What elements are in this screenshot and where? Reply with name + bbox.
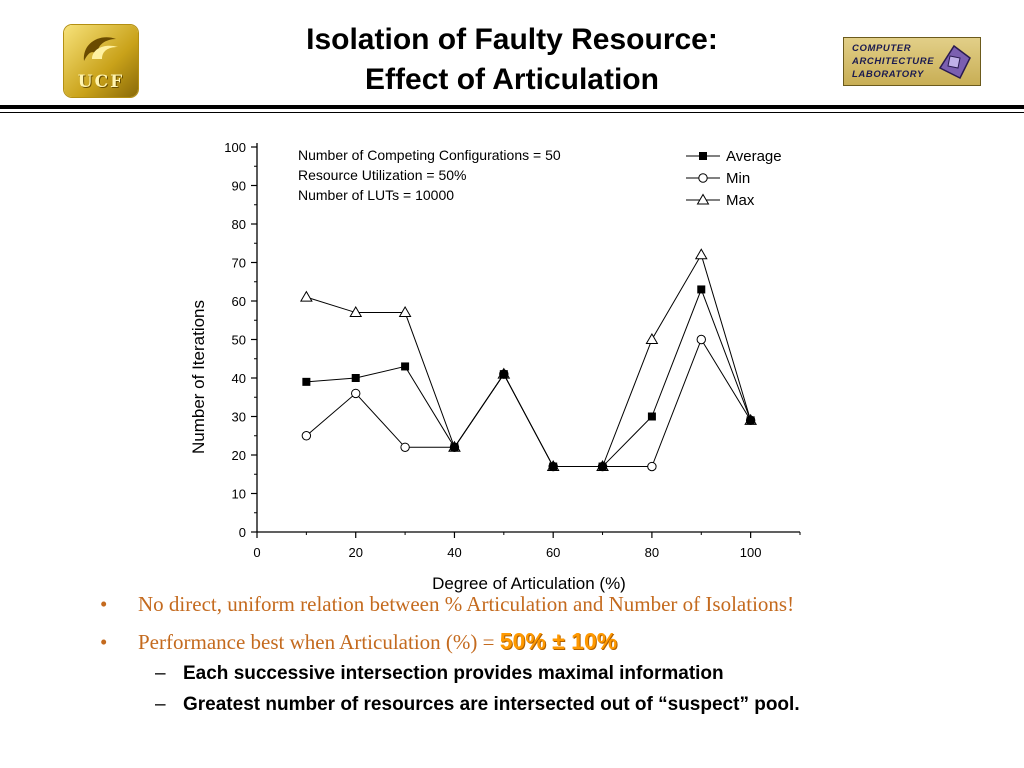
title-line-1: Isolation of Faulty Resource: [306, 23, 718, 56]
point-min [697, 335, 705, 343]
y-tick-label: 80 [231, 217, 246, 232]
chart-annotation-1: Number of Competing Configurations = 50 [298, 147, 561, 163]
point-average [648, 413, 656, 421]
lab-logo-text [852, 42, 934, 81]
point-average [302, 378, 310, 386]
point-max [400, 307, 411, 317]
bullet-item-1 [100, 592, 794, 617]
chart-annotation-2: Resource Utilization = 50% [298, 167, 467, 183]
series-line-average [306, 289, 750, 466]
x-axis-label: Degree of Articulation (%) [432, 574, 626, 593]
point-min [302, 432, 310, 440]
point-average [500, 370, 508, 378]
bullet-item-2-text: Performance best when Articulation (%) = [138, 630, 500, 654]
series-line-min [306, 340, 750, 467]
sub-bullet-dash: – [155, 663, 166, 684]
y-tick-label: 50 [231, 332, 246, 348]
legend-marker-max [698, 195, 709, 205]
x-tick-label: 100 [739, 545, 762, 560]
articulation-chart [180, 130, 820, 595]
optimal-articulation-value: 50% ± 10% [499, 628, 618, 654]
chart-axes [224, 140, 800, 560]
lab-logo-line-2: ARCHITECTURE [852, 56, 935, 67]
bullet-item-2 [100, 628, 617, 655]
point-max [646, 334, 657, 344]
lab-logo-line-1: COMPUTER [852, 43, 912, 54]
point-max [301, 292, 312, 302]
point-min [648, 462, 656, 470]
point-average [747, 416, 755, 424]
ucf-logo [64, 25, 138, 97]
point-average [599, 463, 607, 471]
pegasus-swirl-icon [78, 31, 122, 69]
x-tick-label: 0 [253, 545, 261, 560]
chart-series-layer [301, 249, 756, 470]
y-axis-label: Number of Iterations [189, 299, 208, 455]
title-line-2: Effect of Articulation [365, 63, 659, 96]
chart-annotations [298, 147, 561, 203]
y-tick-label: 100 [224, 140, 246, 155]
legend-marker-average [699, 152, 707, 160]
legend-marker-min [699, 174, 707, 182]
x-tick-label: 20 [348, 545, 363, 560]
chip-icon [936, 44, 972, 80]
x-tick-label: 40 [447, 545, 462, 560]
series-max [301, 249, 756, 470]
legend-item-max [686, 192, 755, 209]
sub-bullet-dash: – [155, 694, 166, 715]
lab-logo-line-3: LABORATORY [852, 69, 924, 80]
sub-bullet-1-text: Each successive intersection provides maximal information [183, 663, 724, 684]
header-divider-thick [0, 105, 1024, 109]
point-min [401, 443, 409, 451]
y-tick-label: 10 [231, 486, 246, 502]
bullet-item-1-text: No direct, uniform relation between % Articulation and Number of Isolations! [138, 592, 795, 616]
point-average [352, 374, 360, 382]
point-average [697, 285, 705, 293]
sub-bullet-1 [155, 663, 724, 685]
y-tick-label: 0 [238, 525, 246, 540]
x-tick-label: 80 [644, 545, 660, 560]
y-tick-label: 20 [231, 448, 246, 463]
legend-label-average: Average [726, 148, 782, 165]
point-average [450, 443, 458, 451]
series-line-max [306, 255, 750, 467]
ucf-logo-text: UCF [77, 72, 125, 92]
y-tick-label: 90 [231, 178, 246, 194]
legend-label-max: Max [726, 192, 755, 209]
y-tick-label: 70 [231, 255, 246, 271]
computer-architecture-lab-logo [843, 37, 981, 86]
y-tick-label: 30 [231, 409, 246, 425]
legend-item-average [686, 148, 782, 165]
sub-bullet-2-text: Greatest number of resources are intersected out of “suspect” pool. [183, 694, 800, 715]
bullet-marker: • [100, 630, 108, 654]
chart-legend [686, 148, 782, 209]
header-divider-thin [0, 112, 1024, 113]
sub-bullet-2 [155, 694, 800, 716]
chart-annotation-3: Number of LUTs = 10000 [298, 187, 455, 203]
legend-label-min: Min [726, 170, 751, 187]
x-tick-label: 60 [545, 545, 561, 560]
point-min [352, 389, 360, 397]
series-min [302, 335, 755, 470]
point-max [696, 249, 707, 258]
bullet-marker: • [100, 592, 108, 616]
legend-item-min [686, 170, 750, 187]
point-average [401, 362, 409, 370]
y-tick-label: 60 [231, 294, 246, 309]
point-average [549, 463, 557, 471]
page-title [180, 20, 844, 100]
y-tick-label: 40 [231, 371, 246, 386]
